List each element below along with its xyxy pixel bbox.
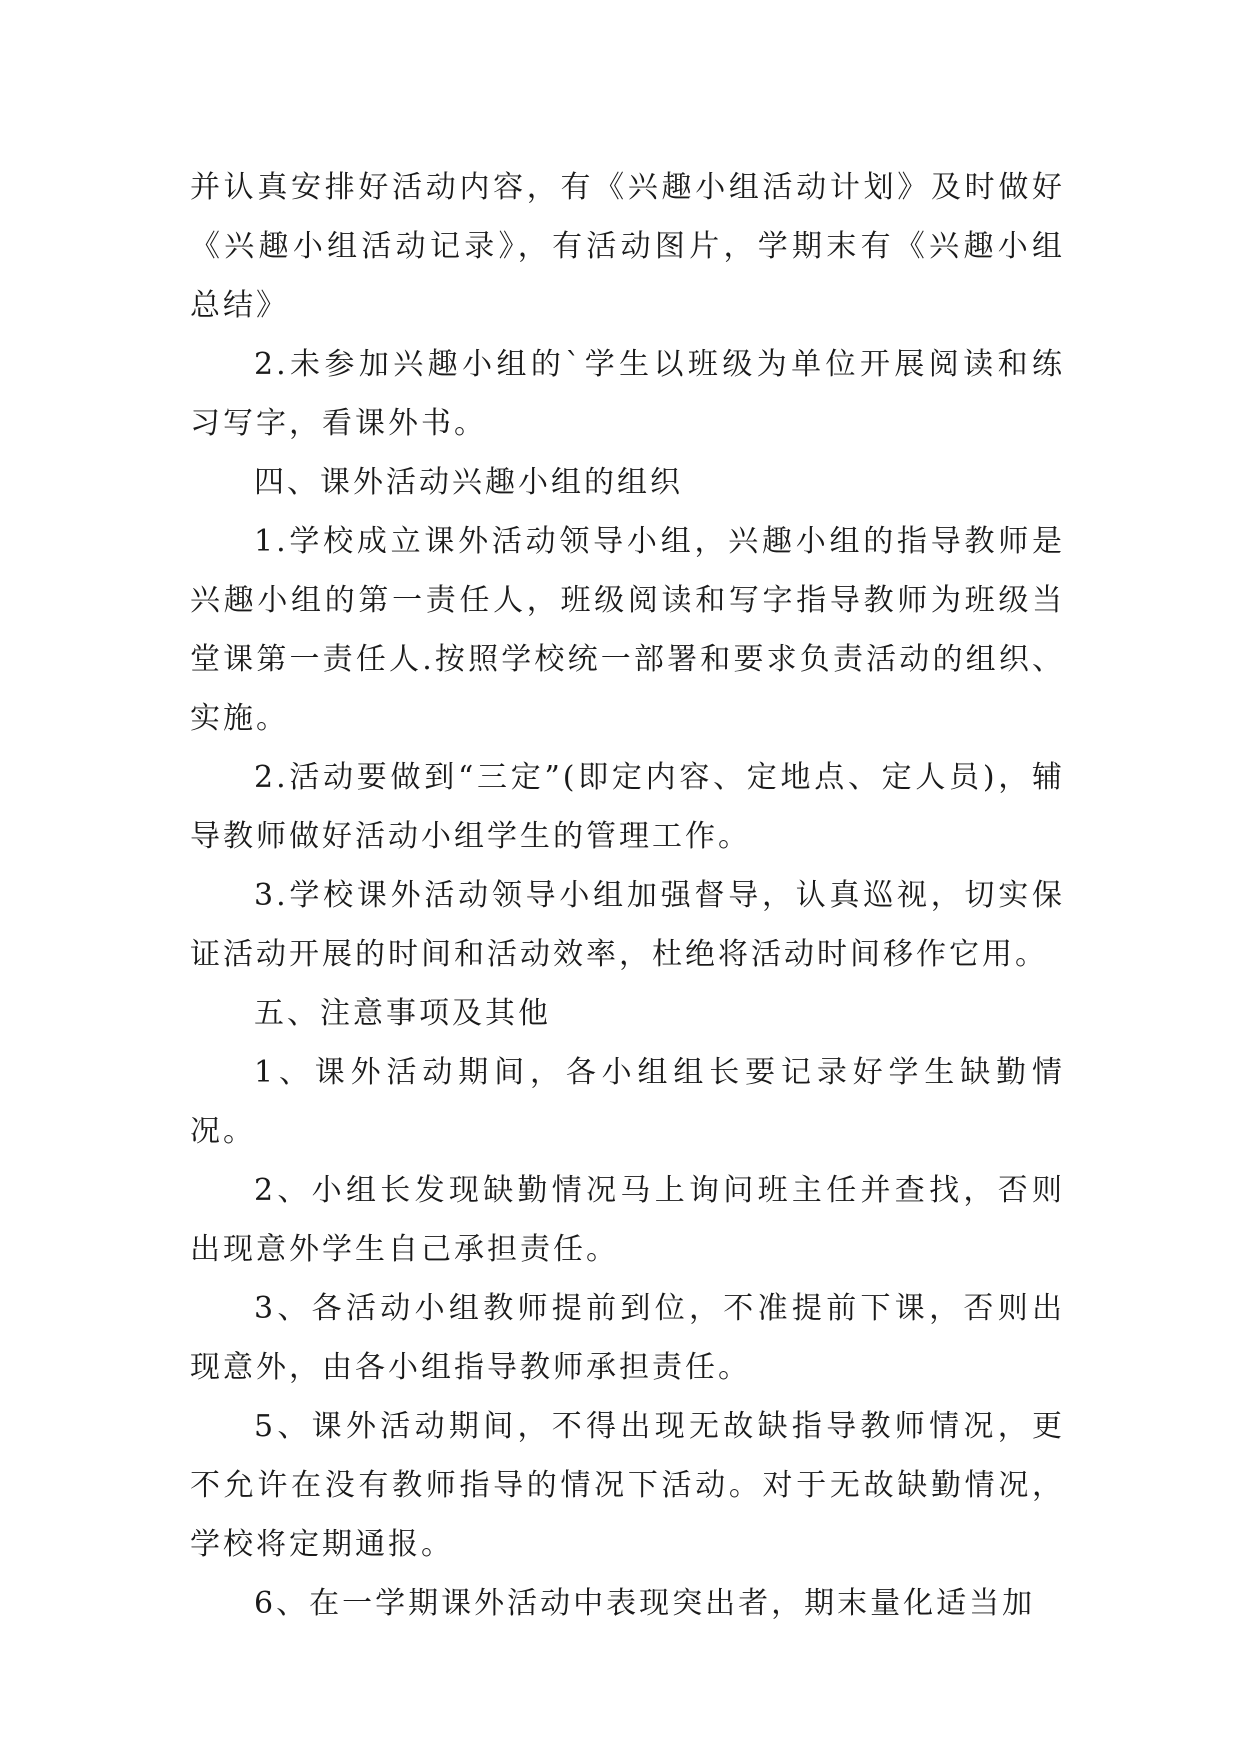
note-item-6-outstanding: 6、在一学期课外活动中表现突出者，期末量化适当加 <box>254 1586 1036 1621</box>
note-item-1-attendance: 1、课外活动期间，各小组组长要记录好学生缺勤情况。 <box>190 1055 1065 1149</box>
note-item-2-absence: 2、小组长发现缺勤情况马上询问班主任并查找，否则出现意外学生自己承担责任。 <box>190 1173 1065 1267</box>
section-heading-organization: 四、课外活动兴趣小组的组织 <box>254 465 683 500</box>
section-heading-notes: 五、注意事项及其他 <box>254 996 551 1031</box>
note-item-3-teachers: 3、各活动小组教师提前到位，不准提前下课，否则出现意外，由各小组指导教师承担责任。 <box>190 1291 1065 1385</box>
note-item-5-no-absence: 5、课外活动期间，不得出现无故缺指导教师情况，更不允许在没有教师指导的情况下活动。对于无故缺勤情况，学校将定期通报。 <box>190 1409 1065 1562</box>
paragraph-item-1-leadership: 1.学校成立课外活动领导小组，兴趣小组的指导教师是兴趣小组的第一责任人，班级阅读和写字指导教师为班级当堂课第一责任人.按照学校统一部署和要求负责活动的组织、实施。 <box>190 524 1065 736</box>
paragraph-item-2-reading: 2.未参加兴趣小组的`学生以班级为单位开展阅读和练习写字，看课外书。 <box>190 347 1065 441</box>
document-body <box>190 158 1065 1633</box>
paragraph-item-3-supervision: 3.学校课外活动领导小组加强督导，认真巡视，切实保证活动开展的时间和活动效率，杜绝将活动时间移作它用。 <box>190 878 1065 972</box>
paragraph-activity-plan: 并认真安排好活动内容，有《兴趣小组活动计划》及时做好《兴趣小组活动记录》，有活动图片，学期末有《兴趣小组总结》 <box>190 170 1065 323</box>
paragraph-item-2-three-fixed: 2.活动要做到“三定”(即定内容、定地点、定人员)，辅导教师做好活动小组学生的管理工作。 <box>190 760 1065 854</box>
